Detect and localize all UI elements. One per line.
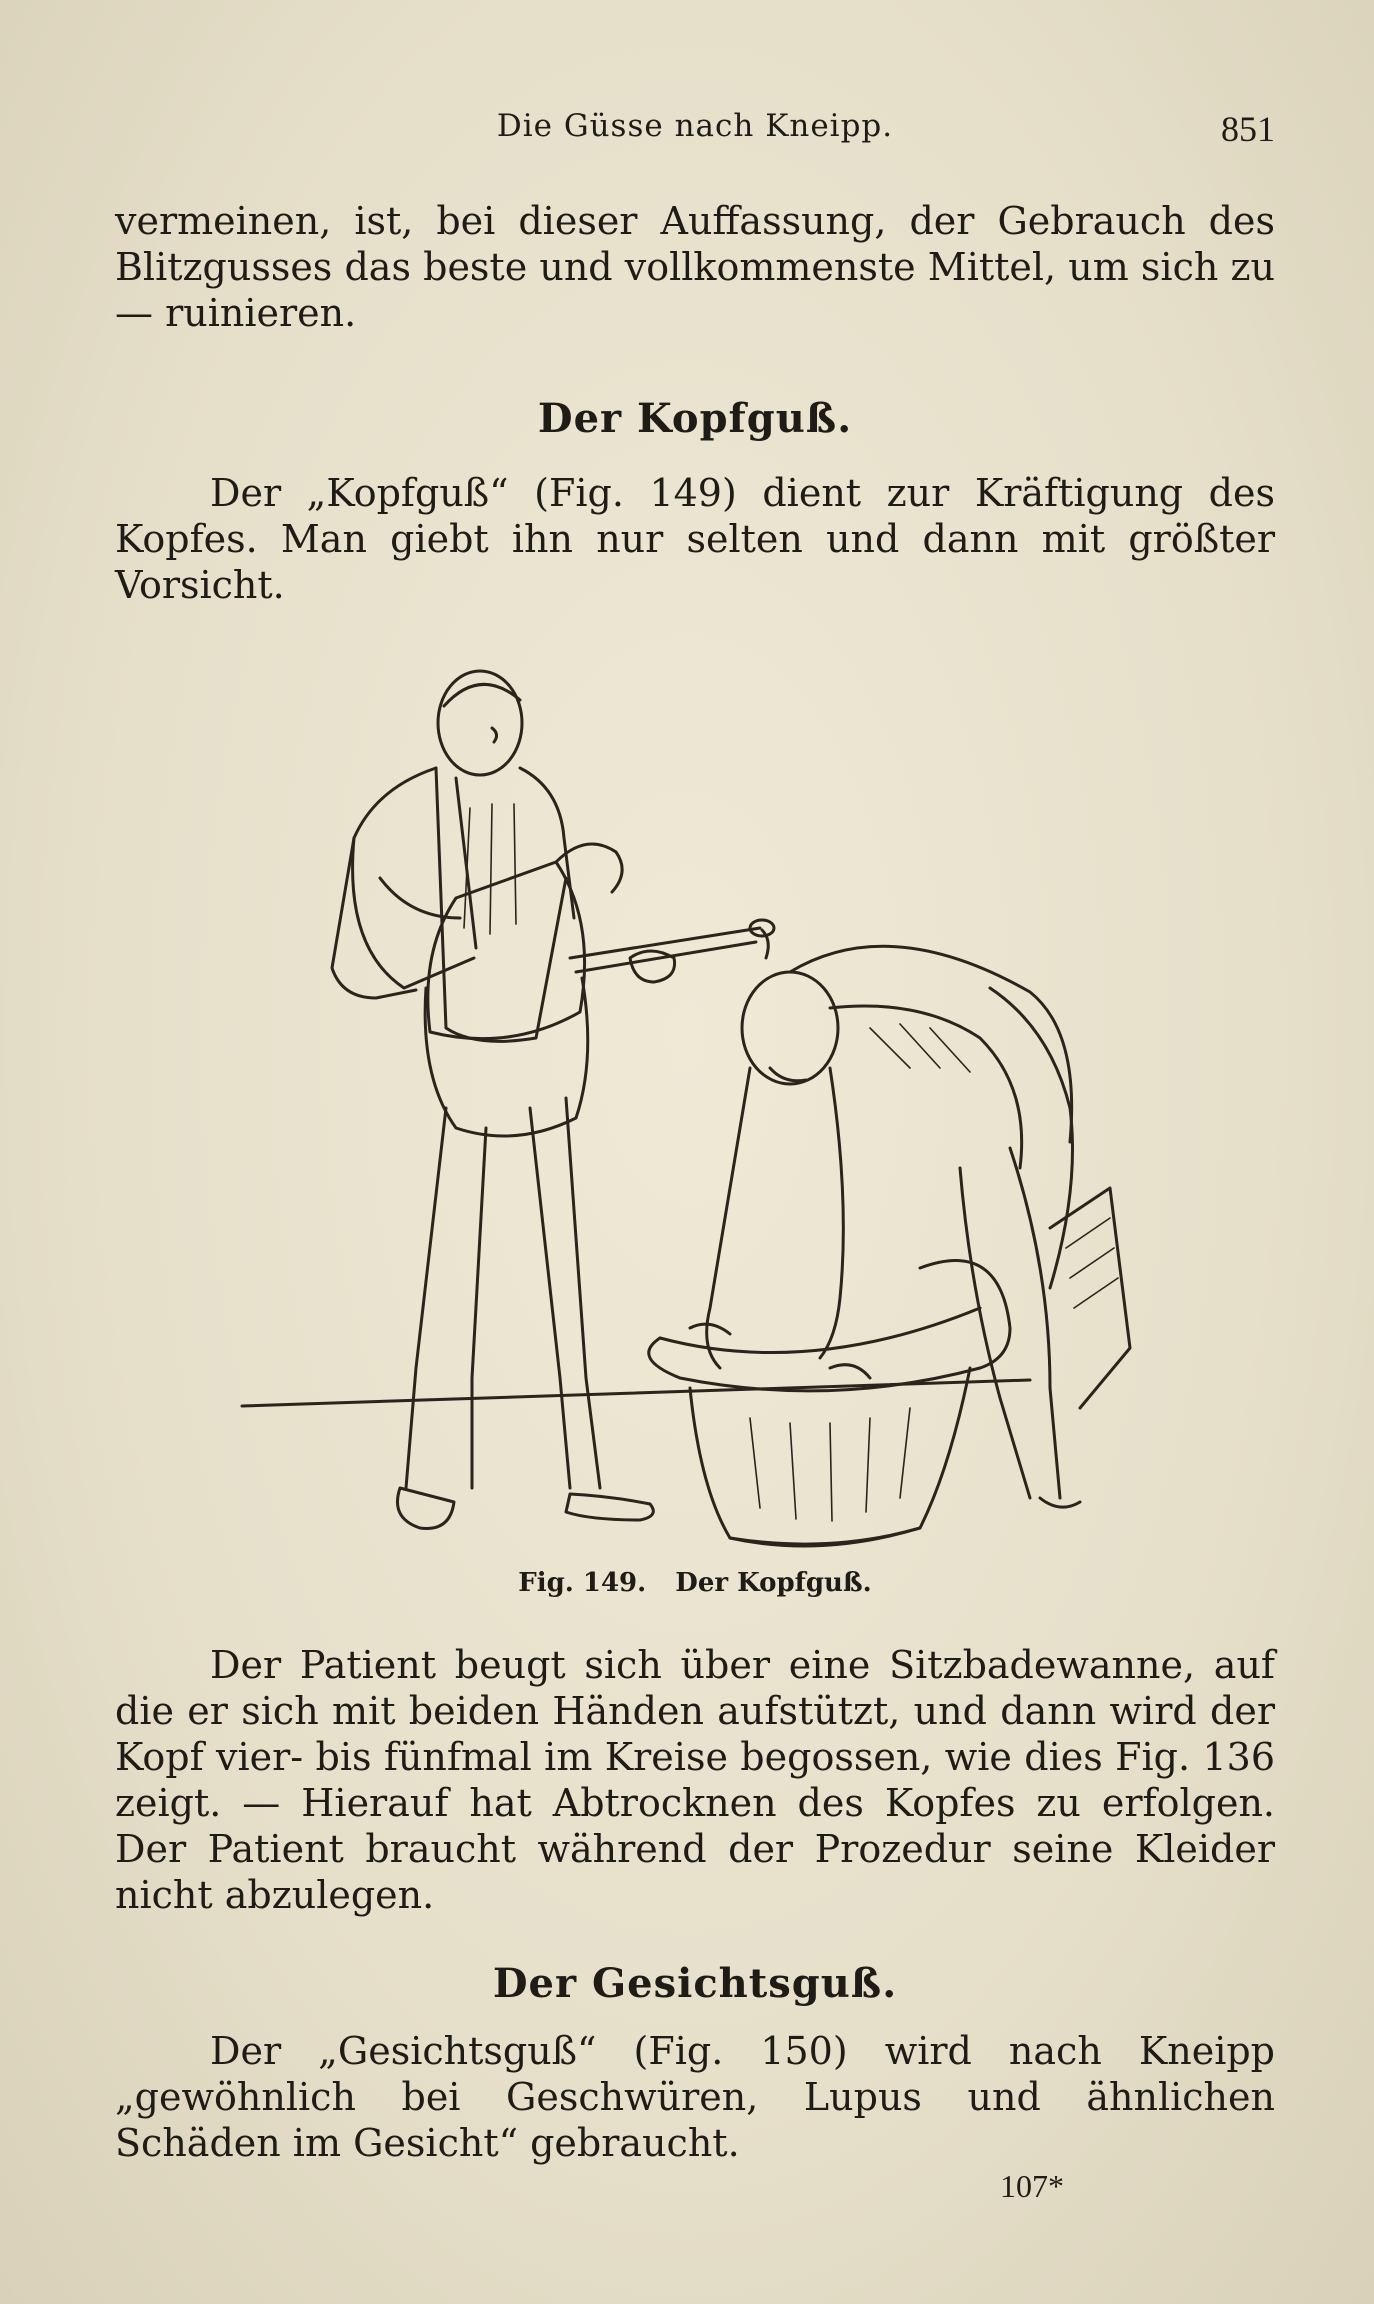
paragraph-kopfguss-intro: Der „Kopfguß“ (Fig. 149) dient zur Kräftigung des Kopfes. Man giebt ihn nur selten und dann mit größter Vorsicht. — [115, 471, 1275, 607]
page-number: 851 — [1221, 109, 1275, 149]
signature-mark: 107* — [1000, 2168, 1064, 2204]
engraving-illustration — [230, 628, 1150, 1548]
heading-gesichtsguss: Der Gesichtsguß. — [492, 1960, 898, 2007]
paragraph-kopfguss-procedure: Der Patient beugt sich über eine Sitzbadewanne, auf die er sich mit beiden Händen aufstützt, und dann wird der Kopf vier- bis fünfmal im Kreise begossen, wie dies Fig. 136 zeigt. — Hierauf hat Abtrocknen des Kopfes zu erfolgen. Der Patient braucht während der Prozedur seine Kleider nicht abzulegen. — [115, 1643, 1275, 1917]
heading-kopfguss: Der Kopfguß. — [537, 395, 853, 442]
figure-caption — [115, 1568, 1275, 1598]
figure-kopfguss-illustration — [230, 628, 1150, 1548]
running-title: Die Güsse nach Kneipp. — [496, 108, 894, 144]
caption-figure-number: Fig. 149. — [518, 1568, 647, 1598]
running-head — [115, 108, 1275, 158]
caption-figure-title: Der Kopfguß. — [675, 1568, 872, 1598]
paragraph-gesichtsguss-intro: Der „Gesichtsguß“ (Fig. 150) wird nach Kneipp „gewöhnlich bei Geschwüren, Lupus und ähnlichen Schäden im Gesicht“ gebraucht. — [115, 2029, 1275, 2165]
paragraph-continuation: vermeinen, ist, bei dieser Auffassung, der Gebrauch des Blitzgusses das beste und vollkommenste Mittel, um sich zu — ruinieren. — [115, 199, 1275, 335]
